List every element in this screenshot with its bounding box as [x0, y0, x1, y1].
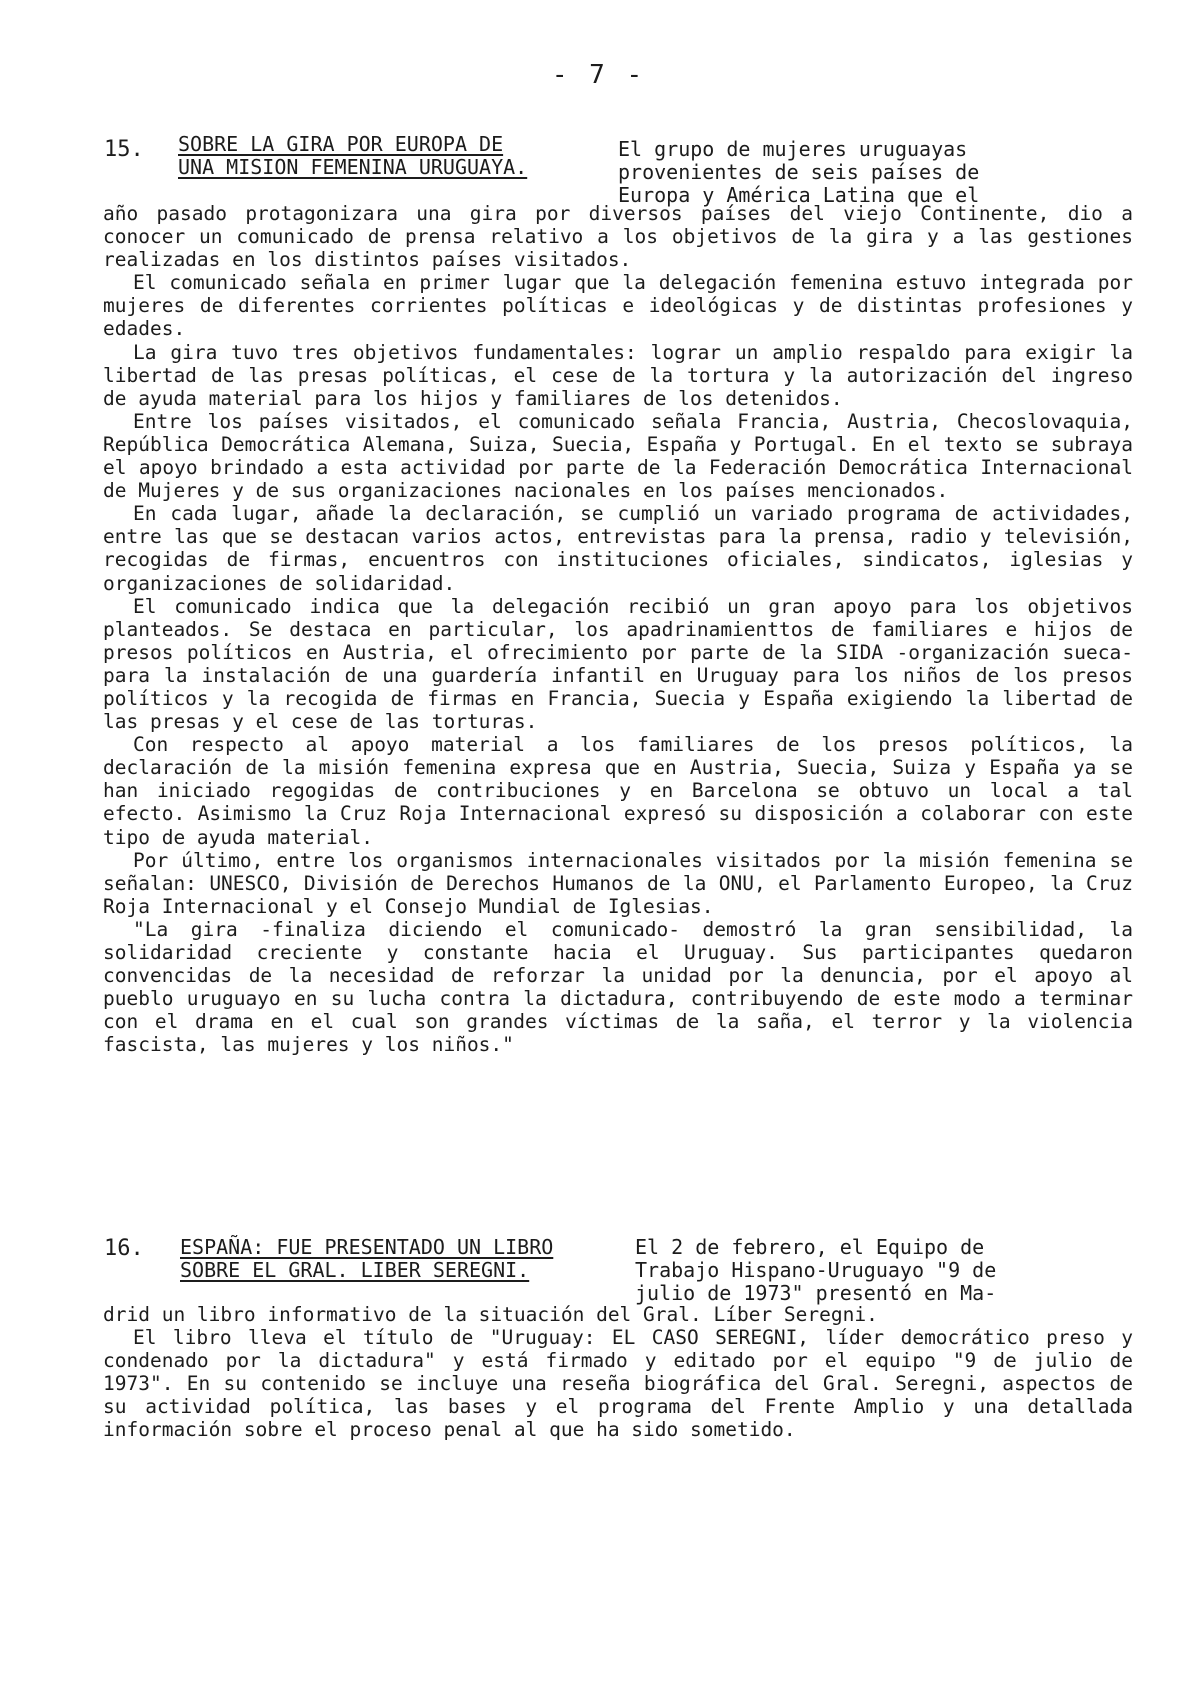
body-paragraph: Con respecto al apoyo material a los familiares de los presos políticos, la declaración de la misión femenina expresa que en Austria, Suecia, Suiza y España ya se han iniciado regogidas de contribuciones y en Barcelona se obtuvo un local a tal efecto. Asimismo la Cruz Roja Internacional expresó su disposición a colaborar con este tipo de ayuda material. — [103, 733, 1133, 849]
body-paragraph: El comunicado indica que la delegación recibió un gran apoyo para los objetivos planteados. Se destaca en particular, los apadrinamienttos de familiares e hijos de presos políticos en Austria, el ofrecimiento por parte de la SIDA -organización sueca- para la instalación de una guardería infantil en Uruguay para los niños de los presos políticos y la recogida de firmas en Francia, Suecia y España exigiendo la libertad de las presas y el cese de las torturas. — [103, 594, 1133, 734]
section-heading-line: ESPAÑA: FUE PRESENTADO UN LIBRO — [180, 1235, 554, 1259]
section-heading-line: SOBRE EL GRAL. LIBER SEREGNI. — [180, 1258, 530, 1282]
body-paragraph: Por último, entre los organismos internacionales visitados por la misión femenina se señalan: UNESCO, División de Derechos Humanos de la ONU, el Parlamento Europeo, la Cruz Roja Internacional y el Consejo Mundial de Iglesias. — [103, 848, 1133, 918]
intro-line: Europa y América Latina que el — [618, 183, 980, 207]
section-number: 16. — [104, 1236, 144, 1261]
section-heading — [178, 133, 527, 179]
section-body — [103, 1303, 1133, 1442]
section-body — [103, 202, 1133, 1056]
body-paragraph: La gira tuvo tres objetivos fundamentales: lograr un amplio respaldo para exigir la libertad de las presas políticas, el cese de la tortura y la autorización del ingreso de ayuda material para los hijos y familiares de los detenidos. — [103, 340, 1133, 410]
section-number: 15. — [104, 137, 144, 162]
section-intro — [618, 138, 979, 207]
intro-line: Trabajo Hispano-Uruguayo "9 de — [635, 1258, 997, 1282]
body-paragraph: El comunicado señala en primer lugar que la delegación femenina estuvo integrada por mujeres de diferentes corrientes políticas e ideológicas y de distintas profesiones y edades. — [103, 271, 1133, 341]
body-paragraph: año pasado protagonizara una gira por diversos países del viejo Continente, dio a conocer un comunicado de prensa relativo a los objetivos de la gira y a las gestiones realizadas en los distintos países visitados. — [103, 202, 1133, 272]
body-paragraph: En cada lugar, añade la declaración, se cumplió un variado programa de actividades, entre las que se destacan varios actos, entrevistas para la prensa, radio y televisión, recogidas de firmas, encuentros con instituciones oficiales, sindicatos, iglesias y organizaciones de solidaridad. — [103, 502, 1133, 595]
body-paragraph: El libro lleva el título de "Uruguay: EL CASO SEREGNI, líder democrático preso y condenado por la dictadura" y está firmado y editado por el equipo "9 de julio de 1973". En su contenido se incluye una reseña biográfica del Gral. Seregni, aspectos de su actividad política, las bases y el programa del Frente Amplio y una detallada información sobre el proceso penal al que ha sido sometido. — [103, 1326, 1133, 1442]
intro-line: El grupo de mujeres uruguayas — [618, 137, 968, 161]
section-heading-line: UNA MISION FEMENINA URUGUAYA. — [178, 155, 528, 179]
intro-line: El 2 de febrero, el Equipo de — [635, 1235, 985, 1259]
section-intro — [635, 1236, 996, 1305]
section-heading — [180, 1236, 553, 1282]
body-paragraph: "La gira -finaliza diciendo el comunicado- demostró la gran sensibilidad, la solidaridad creciente y constante hacia el Uruguay. Sus participantes quedaron convencidas de la necesidad de reforzar la unidad por la denuncia, por el apoyo al pueblo uruguayo en su lucha contra la dictadura, contribuyendo de este modo a terminar con el drama en el cual son grandes víctimas de la saña, el terror y la violencia fascista, las mujeres y los niños." — [103, 917, 1133, 1057]
body-paragraph: drid un libro informativo de la situación del Gral. Líber Seregni. — [103, 1303, 878, 1326]
section-heading-line: SOBRE LA GIRA POR EUROPA DE — [178, 132, 504, 156]
intro-line: julio de 1973" presentó en Ma- — [635, 1281, 997, 1305]
intro-line: provenientes de seis países de — [618, 160, 980, 184]
body-paragraph: Entre los países visitados, el comunicado señala Francia, Austria, Checoslovaquia, República Democrática Alemana, Suiza, Suecia, España y Portugal. En el texto se subraya el apoyo brindado a esta actividad por parte de la Federación Democrática Internacional de Mujeres y de sus organizaciones nacionales en los países mencionados. — [103, 409, 1133, 503]
page-number: - 7 - — [551, 60, 646, 90]
